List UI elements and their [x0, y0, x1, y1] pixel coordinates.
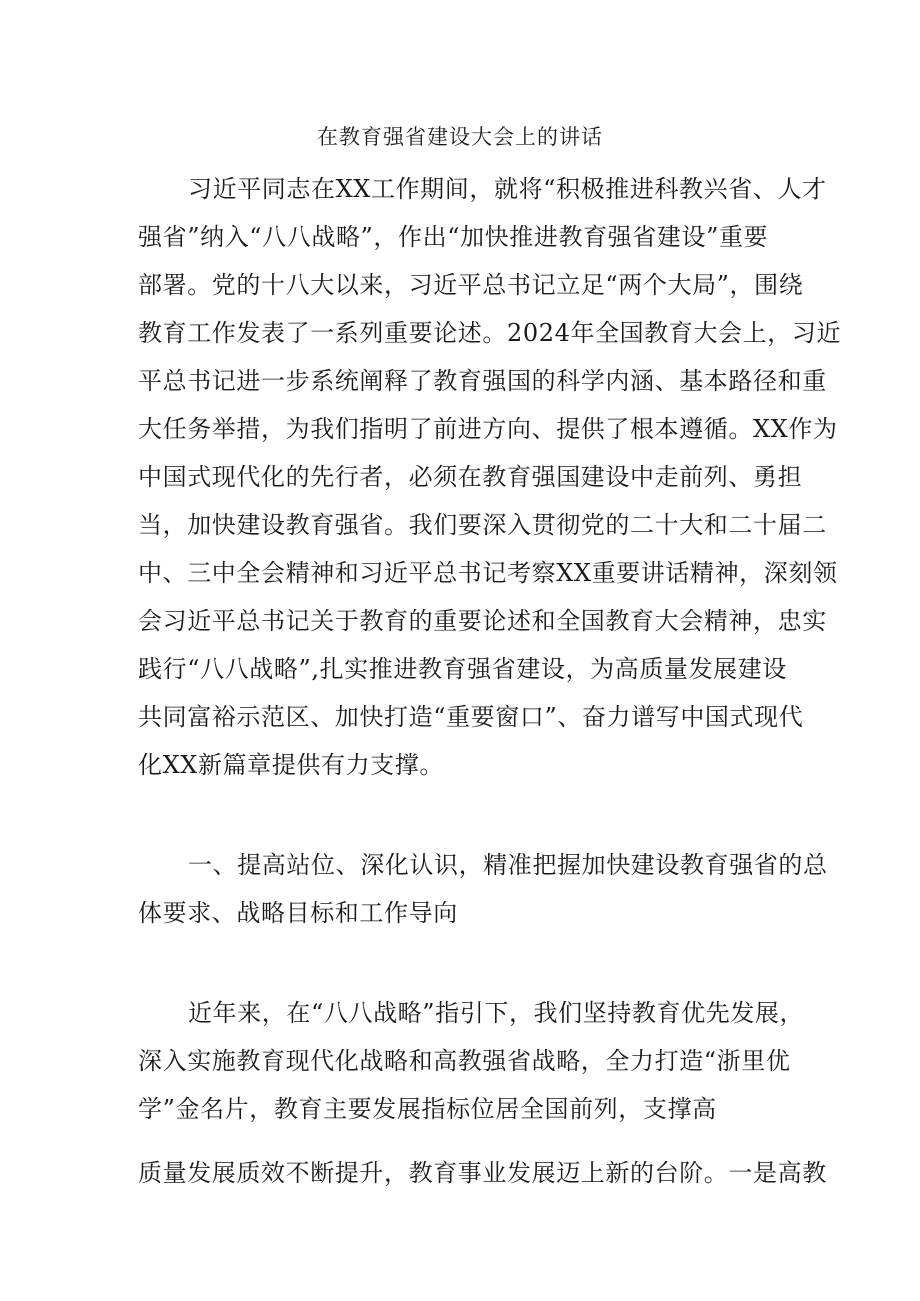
paragraph-line: 当，加快建设教育强省。我们要深入贯彻党的二十大和二十届二 [138, 511, 827, 539]
paragraph-line: 共同富裕示范区、加快打造“重要窗口”、奋力谱写中国式现代 [138, 703, 804, 731]
paragraph-line: 大任务举措，为我们指明了前进方向、提供了根本遵循。XX作为 [138, 415, 838, 443]
paragraph-line: 近年来，在“八八战略”指引下，我们坚持教育优先发展， [188, 999, 805, 1027]
paragraph-line: 平总书记进一步系统阐释了教育强国的科学内涵、基本路径和重 [138, 367, 827, 395]
paragraph-line: 部署。党的十八大以来，习近平总书记立足“两个大局”，围绕 [138, 271, 804, 299]
section-heading-line: 体要求、战略目标和工作导向 [138, 899, 458, 927]
paragraph-line: 中国式现代化的先行者，必须在教育强国建设中走前列、勇担 [138, 463, 803, 491]
paragraph-line: 践行“八八战略”,扎实推进教育强省建设，为高质量发展建设 [138, 655, 787, 683]
paragraph-line: 强省”纳入“八八战略”，作出“加快推进教育强省建设”重要 [138, 223, 769, 251]
paragraph-line: 化XX新篇章提供有力支撑。 [138, 751, 444, 779]
section-heading-line: 一、提高站位、深化认识，精准把握加快建设教育强省的总 [188, 851, 828, 879]
paragraph-line: 习近平同志在XX工作期间，就将“积极推进科教兴省、人才 [188, 175, 827, 203]
paragraph-line: 教育工作发表了一系列重要论述。2024年全国教育大会上，习近 [138, 319, 842, 347]
paragraph-line: 深入实施教育现代化战略和高教强省战略，全力打造“浙里优 [138, 1047, 791, 1075]
paragraph-line: 会习近平总书记关于教育的重要论述和全国教育大会精神，忠实 [138, 607, 827, 635]
paragraph-line: 学”金名片，教育主要发展指标位居全国前列，支撑高 [138, 1095, 717, 1123]
paragraph-line: 中、三中全会精神和习近平总书记考察XX重要讲话精神，深刻领 [138, 559, 838, 587]
document-title: 在教育强省建设大会上的讲话 [317, 125, 603, 149]
paragraph-line: 质量发展质效不断提升，教育事业发展迈上新的台阶。一是高教 [138, 1159, 827, 1187]
